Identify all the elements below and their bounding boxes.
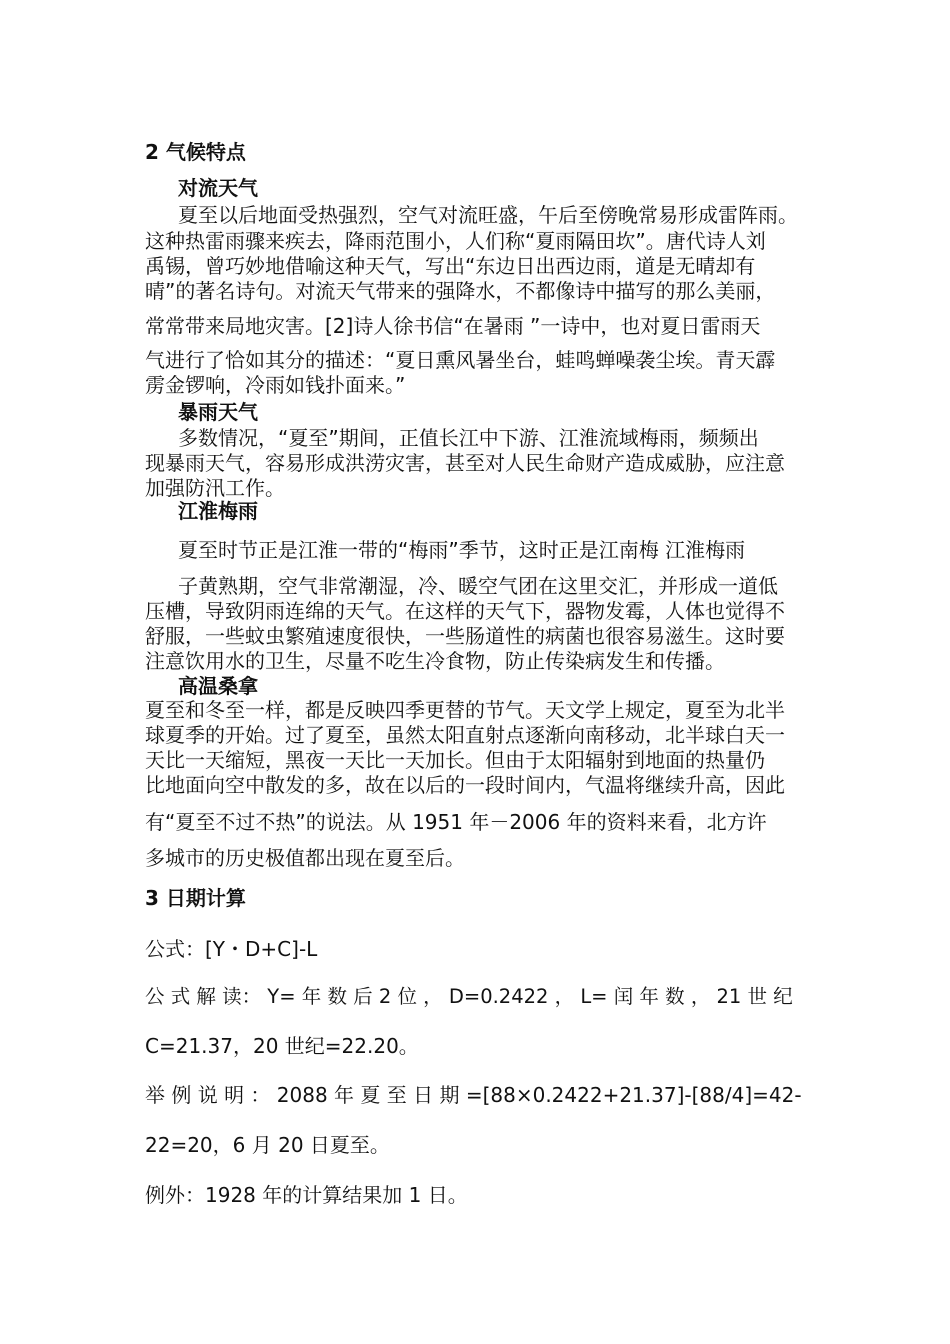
formula-explanation-line: C=21.37，20 世纪=22.20。 (145, 1034, 419, 1058)
paragraph-line: 天比一天缩短，黑夜一天比一天加长。但由于太阳辐射到地面的热量仍 (145, 748, 765, 772)
example-line: 22=20，6 月 20 日夏至。 (145, 1133, 390, 1157)
paragraph-line: 比地面向空中散发的多，故在以后的一段时间内，气温将继续升高，因此 (145, 773, 785, 797)
paragraph-line: 夏至和冬至一样，都是反映四季更替的节气。天文学上规定，夏至为北半 (145, 698, 785, 722)
rainstorm-weather-title: 暴雨天气 (178, 400, 258, 424)
formula-line: 公式：[Y・D+C]-L (145, 937, 318, 961)
section-2-heading: 2 气候特点 (145, 140, 246, 164)
paragraph-line: 子黄熟期，空气非常潮湿，冷、暖空气团在这里交汇，并形成一道低 (178, 574, 778, 598)
plum-rain-title: 江淮梅雨 (178, 499, 258, 523)
convective-weather-title: 对流天气 (178, 176, 258, 200)
formula-explanation-line: 公 式 解 读： Y= 年 数 后 2 位 ， D=0.2422 ， L= 闰 年 数 ， 21 世 纪 (145, 985, 793, 1008)
paragraph-line: 常常带来局地灾害。[2]诗人徐书信“在暑雨 ”一诗中，也对夏日雷雨天 (145, 314, 761, 338)
paragraph-line: 加强防汛工作。 (145, 476, 285, 500)
paragraph-line: 现暴雨天气，容易形成洪涝灾害，甚至对人民生命财产造成威胁，应注意 (145, 451, 785, 475)
exception-line: 例外：1928 年的计算结果加 1 日。 (145, 1183, 468, 1207)
paragraph-line: 夏至以后地面受热强烈，空气对流旺盛，午后至傍晚常易形成雷阵雨。 (178, 203, 798, 227)
example-line: 举 例 说 明 ： 2088 年 夏 至 日 期 =[88×0.2422+21.37]-[88/4]=42- (145, 1083, 802, 1107)
paragraph-line: 夏至时节正是江淮一带的“梅雨”季节，这时正是江南梅 江淮梅雨 (178, 538, 746, 562)
paragraph-line: 禹锡，曾巧妙地借喻这种天气，写出“东边日出西边雨，道是无晴却有 (145, 254, 756, 278)
paragraph-line: 有“夏至不过不热”的说法。从 1951 年－2006 年的资料来看，北方许 (145, 810, 767, 834)
paragraph-line: 舒服，一些蚊虫繁殖速度很快，一些肠道性的病菌也很容易滋生。这时要 (145, 624, 785, 648)
paragraph-line: 注意饮用水的卫生，尽量不吃生冷食物，防止传染病发生和传播。 (145, 649, 725, 673)
paragraph-line: 多数情况，“夏至”期间，正值长江中下游、江淮流域梅雨，频频出 (178, 426, 759, 450)
paragraph-line: 球夏季的开始。过了夏至，虽然太阳直射点逐渐向南移动，北半球白天一 (145, 723, 785, 747)
paragraph-line: 雳金锣响，冷雨如钱扑面来。” (145, 373, 406, 397)
paragraph-line: 气进行了恰如其分的描述：“夏日熏风暑坐台，蛙鸣蝉噪袭尘埃。青天霹 (145, 348, 776, 372)
paragraph-line: 多城市的历史极值都出现在夏至后。 (145, 846, 465, 870)
high-temperature-title: 高温桑拿 (178, 674, 258, 698)
paragraph-line: 晴”的著名诗句。对流天气带来的强降水，不都像诗中描写的那么美丽， (145, 279, 776, 303)
paragraph-line: 压槽，导致阴雨连绵的天气。在这样的天气下，器物发霉，人体也觉得不 (145, 599, 785, 623)
section-3-heading: 3 日期计算 (145, 886, 246, 910)
paragraph-line: 这种热雷雨骤来疾去，降雨范围小，人们称“夏雨隔田坎”。唐代诗人刘 (145, 229, 766, 253)
